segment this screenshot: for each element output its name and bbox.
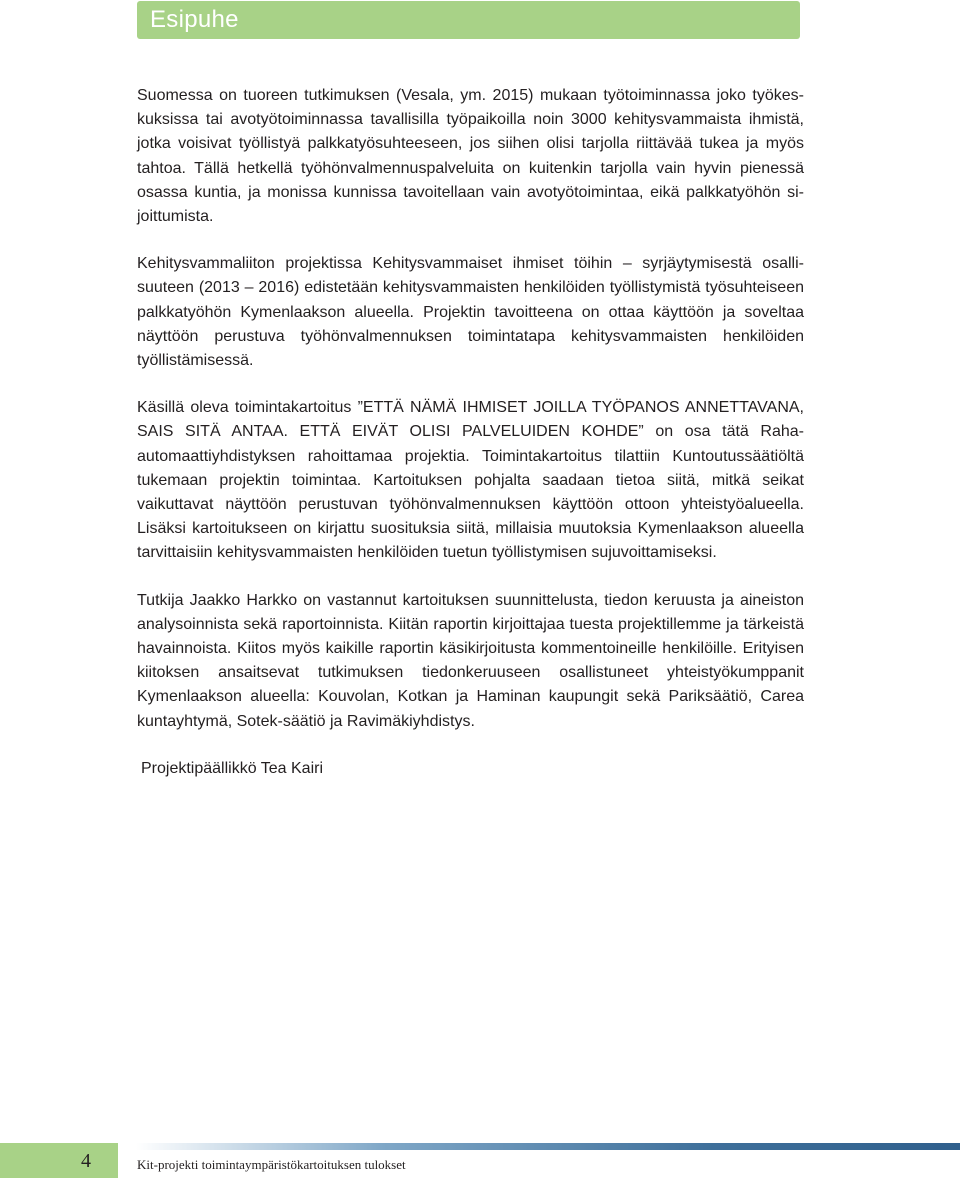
footer-page-tab xyxy=(0,1143,118,1178)
paragraph-acknowledgements: Tutkija Jaakko Harkko on vastannut kartoituksen suunnittelusta, tiedon keruusta ja aineiston analysoinnista sekä raportoinnista. Kiitän raportin kirjoittajaa tuesta projektillemme ja tärkeistä havainnoista. Kiitos myös kaikille raportin käsikirjoitusta kommentoineille henkilöille. Erityisen kiitoksen ansaitsevat tutkimuksen tiedonkeruuseen osallistuneet yhteistyökumppanit Kymenlaakson alueella: Kouvolan, Kotkan ja Haminan kaupungit sekä Pariksäätiö, Carea kuntayhtymä, Sotek-säätiö ja Ravimäkiyhdistys. xyxy=(137,591,804,730)
paragraph-intro: Suomessa on tuoreen tutkimuksen (Vesala, ym. 2015) mukaan työtoiminnassa joko työkeskuksissa tai avotyötoiminnassa tavallisilla työpaikoilla noin 3000 kehitysvammaista ihmistä, jotka voisivat työllistyä palkkatyösuhteeseen, jos siihen olisi tarjolla riittävää tukea ja myös tahtoa. Tällä hetkellä työhönvalmennuspalveluita on kuitenkin tarjolla vain hyvin pienessä osassa kuntia, ja monissa kunnissa tavoitellaan vain avotyötoimintaa, eikä palkkatyöhön sijoittumista. xyxy=(137,87,804,226)
section-header-bar xyxy=(137,1,800,39)
body-content xyxy=(137,84,804,781)
page-number: 4 xyxy=(81,1150,91,1172)
footer-publication-title: Kit-projekti toimintaympäristökartoituksen tulokset xyxy=(137,1157,406,1172)
paragraph-report: Käsillä oleva toimintakartoitus ”ETTÄ NÄMÄ IHMISET JOILLA TYÖPANOS ANNETTAVANA, SAIS SITÄ ANTAA. ETTÄ EIVÄT OLISI PALVELUIDEN KOHDE” on osa tätä Raha-automaattiyhdistyksen rahoittamaa projektia. Toimintakartoitus tilattiin Kuntoutussäätiöltä tukemaan projektin toimintaa. Kartoituksen pohjalta saadaan tietoa siitä, mitkä seikat vaikuttavat näyttöön perustuvan työhönvalmennuksen käyttöön ottoon yhteistyöalueella. Lisäksi kartoitukseen on kirjattu suosituksia siitä, millaisia muutoksia Kymenlaakson alueella tarvittaisiin kehitysvammaisten henkilöiden tuetun työllistymisen sujuvoittamiseksi. xyxy=(137,399,804,562)
footer-rule xyxy=(136,1143,960,1150)
section-title: Esipuhe xyxy=(150,6,239,33)
paragraph-project: Kehitysvammaliiton projektissa Kehitysvammaiset ihmiset töihin – syrjäytymisestä osallisuuteen (2013 – 2016) edistetään kehitysvammaisten henkilöiden työllistymistä työsuhteiseen palkkatyöhön Kymenlaakson alueella. Projektin tavoitteena on ottaa käyttöön ja soveltaa näyttöön perustuva työhönvalmennuksen toimintatapa kehitysvammaisten henkilöiden työllistämisessä. xyxy=(137,255,804,370)
signature: Projektipäällikkö Tea Kairi xyxy=(141,759,324,777)
